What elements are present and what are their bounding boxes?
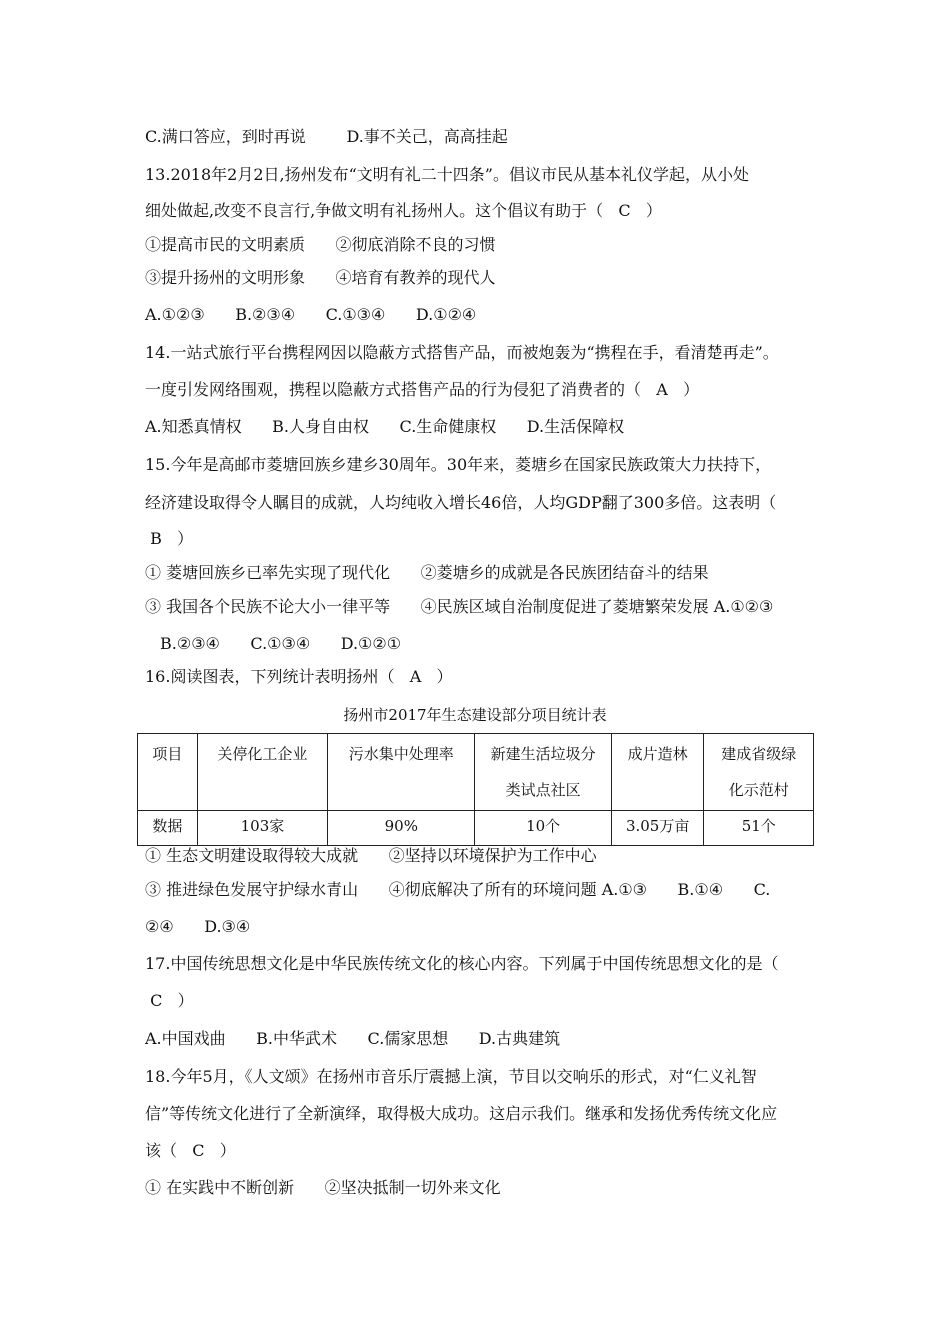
question-18-statements: ① 在实践中不断创新 ②坚决抵制一切外来文化 xyxy=(145,1178,501,1197)
table-header-cell: 污水集中处理率 xyxy=(328,734,475,811)
question-14-stem-cont: 一度引发网络围观，携程以隐蔽方式搭售产品的行为侵犯了消费者的（ A ） xyxy=(145,380,700,399)
question-15-answer: B ） xyxy=(145,529,194,548)
table-row-label: 数据 xyxy=(138,811,198,846)
question-17-options: A.中国戏曲 B.中华武术 C.儒家思想 D.古典建筑 xyxy=(145,1029,561,1048)
table-cell: 51个 xyxy=(704,811,814,846)
table-cell: 10个 xyxy=(475,811,611,846)
question-16-stem: 16.阅读图表，下列统计表明扬州（ A ） xyxy=(145,667,453,686)
table-header-cell: 成片造林 xyxy=(611,734,704,811)
question-18-stem: 18.今年5月，《人文颂》在扬州市音乐厅震撼上演，节目以交响乐的形式，对“仁义礼智 xyxy=(145,1067,757,1086)
option-line-q12: C.满口答应，到时再说 D.事不关己，高高挂起 xyxy=(145,127,508,146)
table-header-cell: 项目 xyxy=(138,734,198,811)
table-header-row xyxy=(138,734,814,811)
question-16-statements: ① 生态文明建设取得较大成就 ②坚持以环境保护为工作中心 xyxy=(145,846,597,865)
table-cell: 90% xyxy=(328,811,475,846)
question-15-stem-cont: 经济建设取得令人瞩目的成就，人均纯收入增长46倍，人均GDP翻了300多倍。这表明（ xyxy=(145,493,777,512)
question-16-options: ②④ D.③④ xyxy=(145,917,251,936)
table-header-cell: 新建生活垃圾分 类试点社区 xyxy=(475,734,611,811)
question-18-stem-cont: 信”等传统文化进行了全新演绎，取得极大成功。这启示我们。继承和发扬优秀传统文化应 xyxy=(145,1104,778,1123)
question-13-stem: 13.2018年2月2日,扬州发布“文明有礼二十四条”。倡议市民从基本礼仪学起，从小处 xyxy=(145,165,749,184)
question-15-options: B.②③④ C.①③④ D.①②① xyxy=(160,634,402,653)
table-header-cell: 建成省级绿 化示范村 xyxy=(704,734,814,811)
question-15-stem: 15.今年是高邮市菱塘回族乡建乡30周年。30年来，菱塘乡在国家民族政策大力扶持下， xyxy=(145,455,772,474)
question-15-statements: ③ 我国各个民族不论大小一律平等 ④民族区域自治制度促进了菱塘繁荣发展 A.①②③ xyxy=(145,597,774,616)
question-13-stem-cont: 细处做起,改变不良言行,争做文明有礼扬州人。这个倡议有助于（ C ） xyxy=(145,201,662,220)
question-16-statements: ③ 推进绿色发展守护绿水青山 ④彻底解决了所有的环境问题 A.①③ B.①④ C. xyxy=(145,880,771,899)
question-13-options: A.①②③ B.②③④ C.①③④ D.①②④ xyxy=(145,305,477,324)
question-17-stem: 17.中国传统思想文化是中华民族传统文化的核心内容。下列属于中国传统思想文化的是（ xyxy=(145,954,779,973)
table-row xyxy=(138,811,814,846)
question-13-statements: ③提升扬州的文明形象 ④培育有教养的现代人 xyxy=(145,268,496,287)
question-14-options: A.知悉真情权 B.人身自由权 C.生命健康权 D.生活保障权 xyxy=(145,417,625,436)
statistics-table xyxy=(137,733,814,846)
question-13-statements: ①提高市民的文明素质 ②彻底消除不良的习惯 xyxy=(145,235,496,254)
question-14-stem: 14.一站式旅行平台携程网因以隐蔽方式搭售产品，而被炮轰为“携程在手，看清楚再走”。 xyxy=(145,343,779,362)
table-cell: 3.05万亩 xyxy=(611,811,704,846)
table-header-cell: 关停化工企业 xyxy=(197,734,327,811)
table-cell: 103家 xyxy=(197,811,327,846)
question-15-statements: ① 菱塘回族乡已率先实现了现代化 ②菱塘乡的成就是各民族团结奋斗的结果 xyxy=(145,563,709,582)
table-title: 扬州市2017年生态建设部分项目统计表 xyxy=(343,706,607,724)
question-18-stem-cont: 该（ C ） xyxy=(145,1141,236,1160)
question-17-answer: C ） xyxy=(145,991,194,1010)
